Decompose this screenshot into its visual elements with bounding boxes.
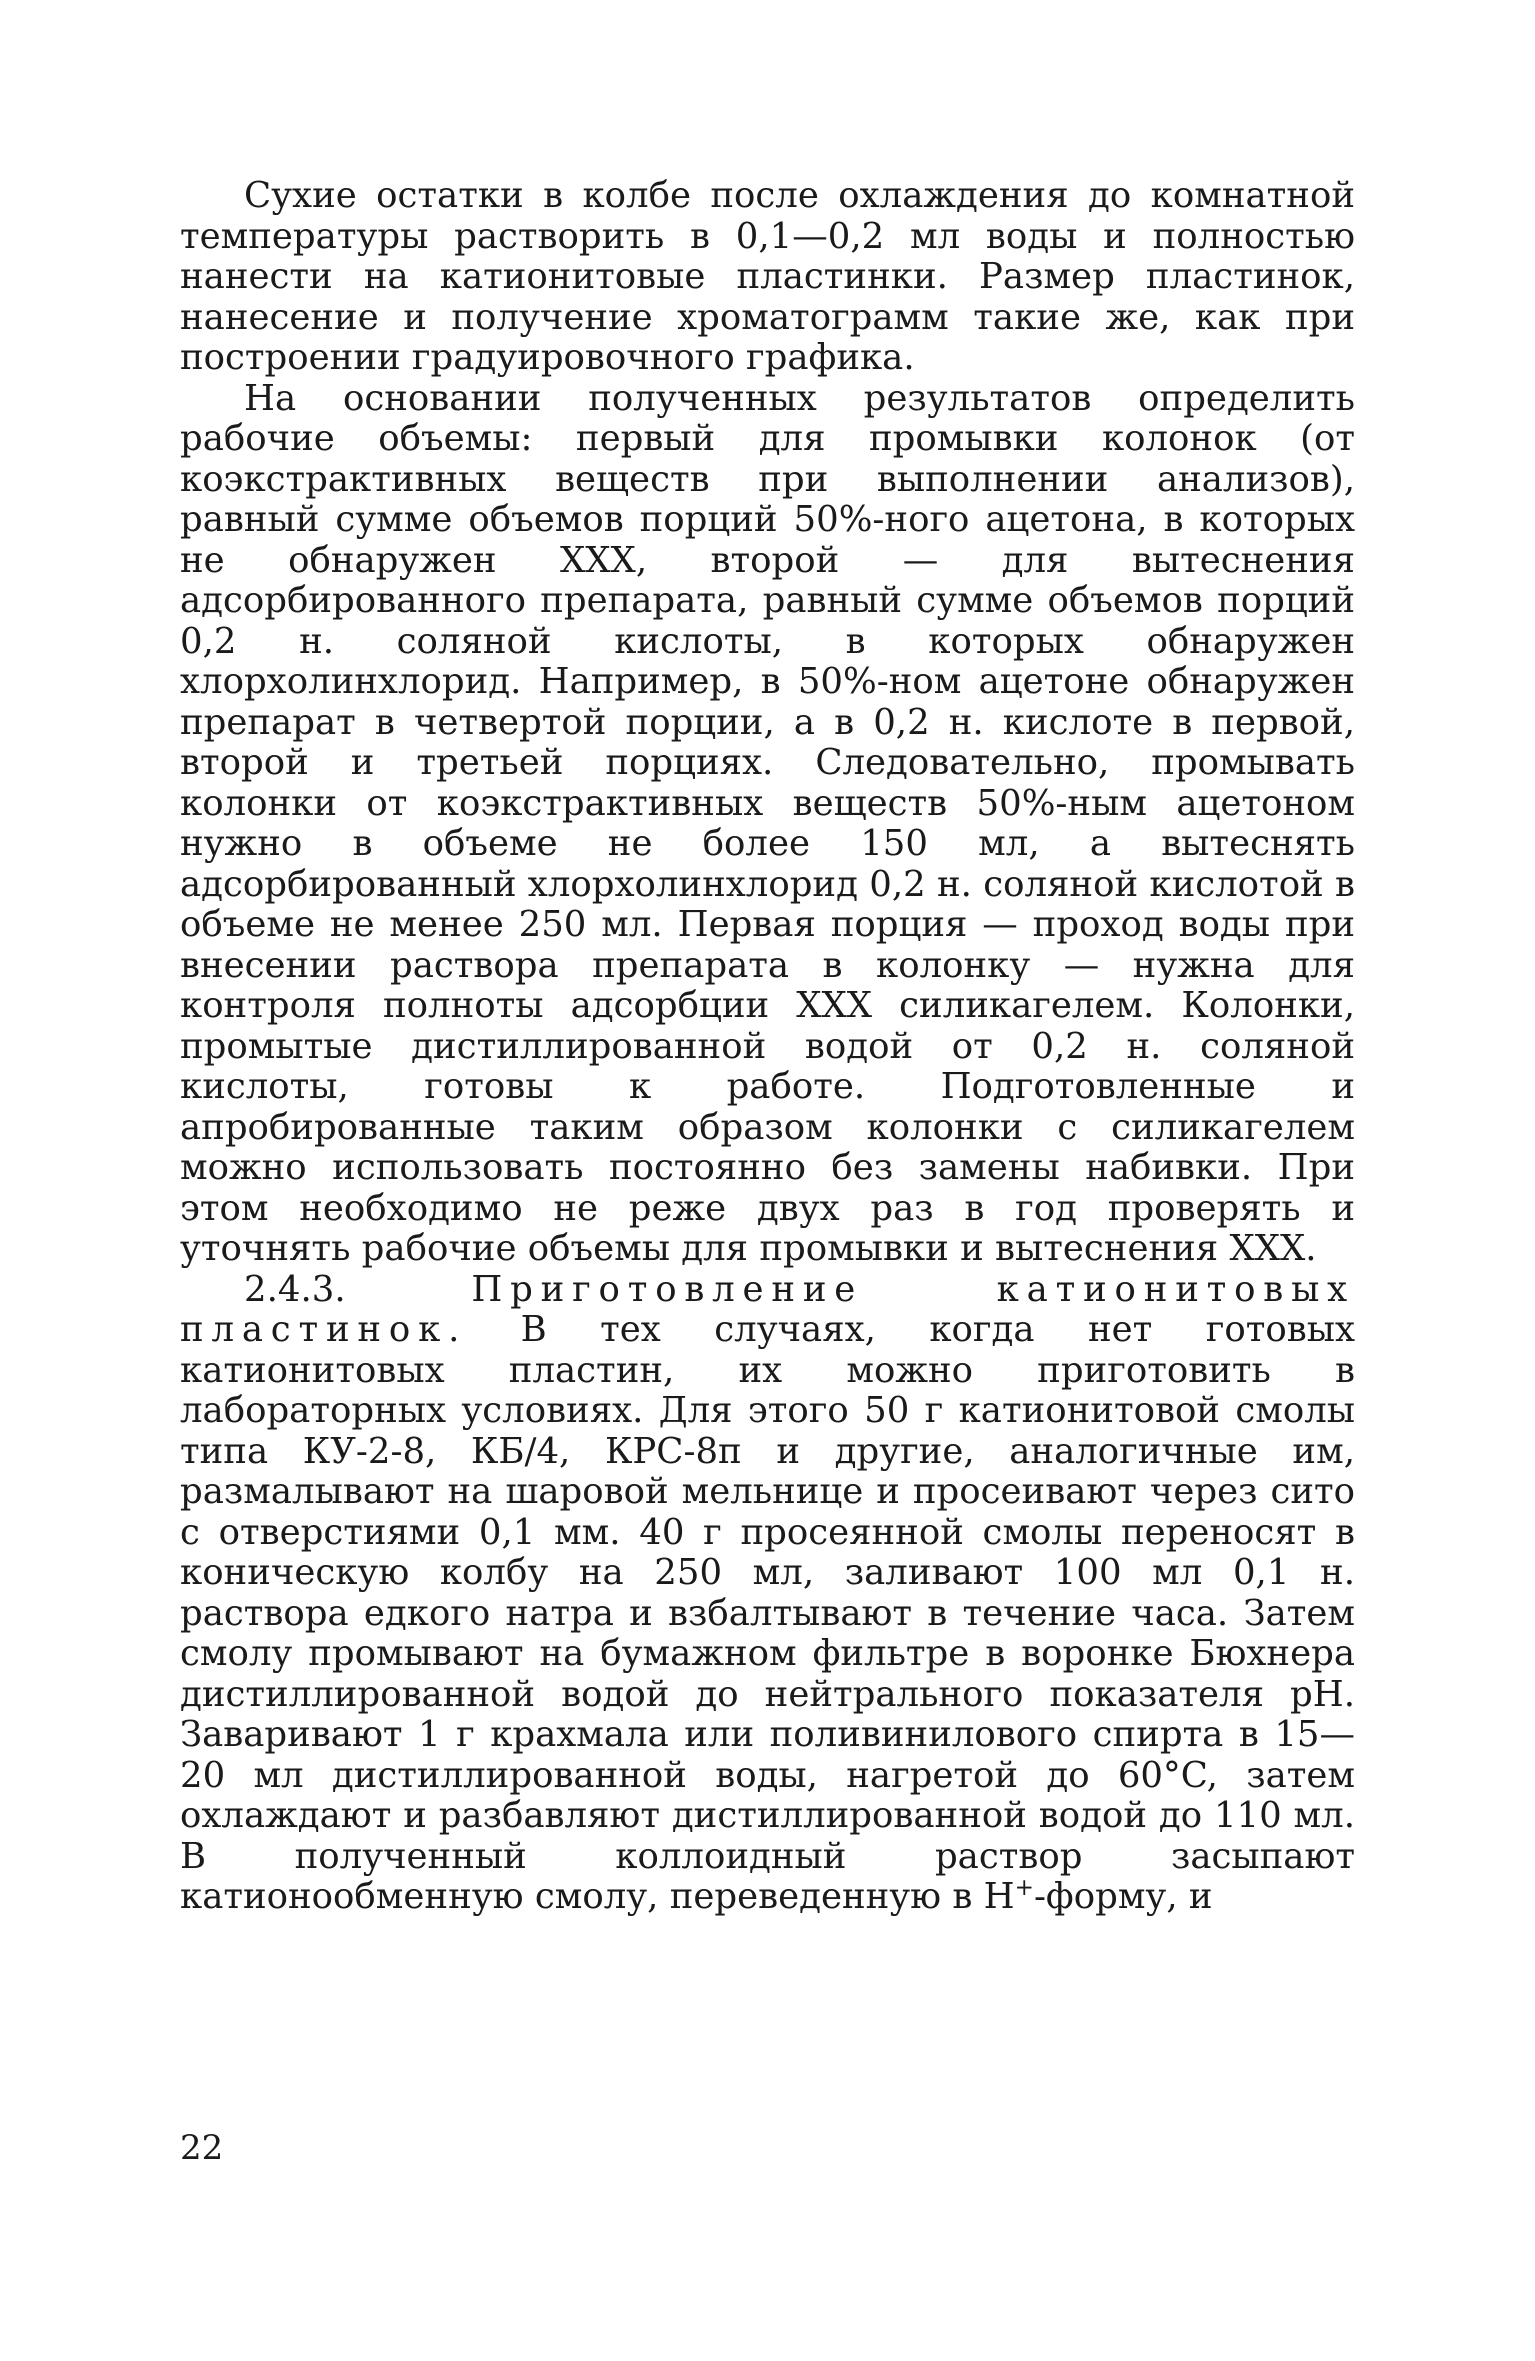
section-text-end: -форму, и — [1033, 1876, 1213, 1917]
paragraph-section-2-4-3 — [180, 1270, 1355, 1918]
paragraph-1: Сухие остатки в колбе после охлаждения до комнатной температуры растворить в 0,1—0,2 мл воды и полностью нанести на катионитовые пластинки. Размер пластинок, нанесение и получение хроматограмм такие же, как при построении градуировочного графика. — [180, 175, 1355, 378]
section-number: 2.4.3. — [244, 1268, 346, 1310]
page-number: 22 — [180, 2128, 224, 2168]
superscript-plus: + — [1014, 1875, 1034, 1902]
section-text: В тех случаях, когда нет готовых катионитовых пластин, их можно приготовить в лабораторных условиях. Для этого 50 г катионитовой смолы типа КУ-2-8, КБ/4, КРС-8п и другие, аналогичные им, размалывают на шаровой мельнице и просеивают через сито с отверстиями 0,1 мм. 40 г просеянной смолы переносят в коническую колбу на 250 мл, заливают 100 мл 0,1 н. раствора едкого натра и взбалтывают в течение часа. Затем смолу промывают на бумажном фильтре в воронке Бюхнера дистиллированной водой до нейтрального показателя pH. Заваривают 1 г крахмала или поливинилового спирта в 15—20 мл дистиллированной воды, нагретой до 60°C, затем охлаждают и разбавляют дистиллированной водой до 110 мл. В полученный коллоидный раствор засыпают катионообменную смолу, переведенную в H — [180, 1309, 1355, 1917]
page-body — [180, 176, 1355, 1918]
paragraph-2: На основании полученных результатов определить рабочие объемы: первый для промывки колонок (от коэкстрактивных веществ при выполнении анализов), равный сумме объемов порций 50%-ного ацетона, в которых не обнаружен XXX, второй — для вытеснения адсорбированного препарата, равный сумме объемов порций 0,2 н. соляной кислоты, в которых обнаружен хлорхолинхлорид. Например, в 50%-ном ацетоне обнаружен препарат в четвертой порции, а в 0,2 н. кислоте в первой, второй и третьей порциях. Следовательно, промывать колонки от коэкстрактивных веществ 50%-ным ацетоном нужно в объеме не более 150 мл, а вытеснять адсорбированный хлорхолинхлорид 0,2 н. соляной кислотой в объеме не менее 250 мл. Первая порция — проход воды при внесении раствора препарата в колонку — нужна для контроля полноты адсорбции XXX силикагелем. Колонки, промытые дистиллированной водой от 0,2 н. соляной кислоты, готовы к работе. Подготовленные и апробированные таким образом колонки с силикагелем можно использовать постоянно без замены набивки. При этом необходимо не реже двух раз в год проверять и уточнять рабочие объемы для промывки и вытеснения XXX. — [180, 377, 1355, 1269]
section-heading: Приготовление катионитовых пластинок. — [180, 1268, 1355, 1350]
